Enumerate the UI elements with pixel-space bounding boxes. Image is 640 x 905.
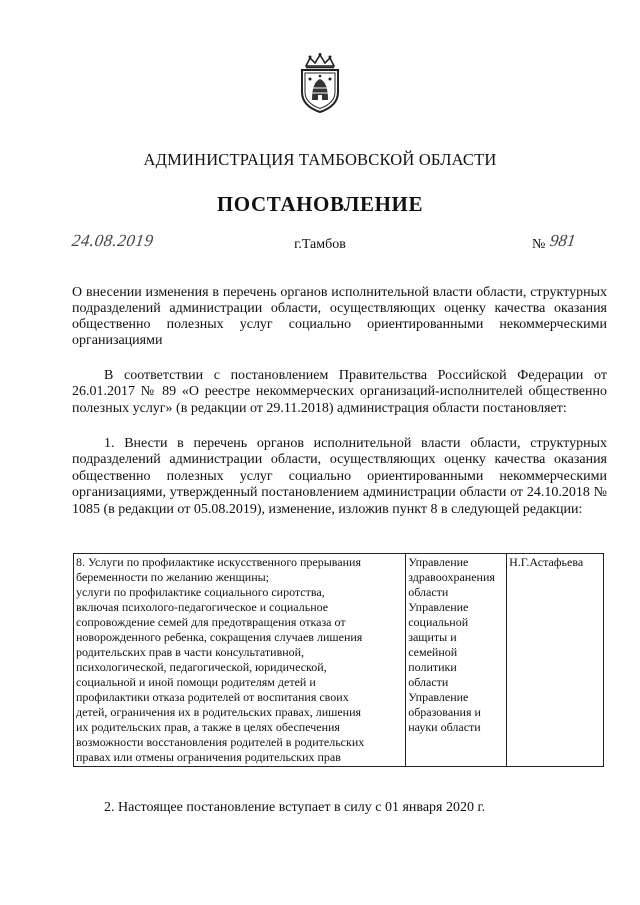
document-number: 981 [548, 231, 577, 250]
agency-line: области [408, 585, 449, 599]
agency-line: Управление [408, 600, 469, 614]
agencies-cell [406, 554, 507, 767]
document-number-label: № [532, 237, 546, 252]
coat-of-arms-icon [296, 52, 344, 114]
agency-line: Управление [408, 555, 469, 569]
services-line: услуги по профилактике социального сиротства, [76, 585, 325, 599]
services-line: психологической, педагогической, юридической, [76, 660, 327, 674]
agency-line: семейной [408, 645, 458, 659]
agency-line: политики [408, 660, 457, 674]
services-line: их родительских прав, а также в целях обеспечения [76, 720, 340, 734]
services-line: профилактики отказа родителей от воспитания своих [76, 690, 349, 704]
responsible-cell [507, 554, 604, 767]
responsible-person: Н.Г.Астафьева [509, 555, 584, 569]
agency-line: здравоохранения [408, 570, 495, 584]
agency-line: области [408, 675, 449, 689]
services-line: родительских прав в части консультативной, [76, 645, 305, 659]
amendment-paragraph: 1. Внести в перечень органов исполнительной власти области, структурных подразделений администрации области, осуществляющих оценку качества оказания общественно полезных услуг социально ориентированными некоммерческими организациями, утвержденный постановлением администрации области от 24.10.2018 № 1085 (в редакции от 05.08.2019), изменение, изложив пункт 8 в следующей редакции: [72, 436, 607, 517]
effective-date-paragraph: 2. Настоящее постановление вступает в силу с 01 января 2020 г. [104, 800, 486, 815]
services-line: сопровождение семей для предотвращения отказа от [76, 615, 346, 629]
document-subject: О внесении изменения в перечень органов исполнительной власти области, структурных подразделений администрации области, осуществляющих оценку качества оказания общественно полезных услуг социально ориентированными некоммерческими организациями [72, 285, 607, 348]
services-line: правах или отмены ограничения родительских прав [76, 750, 341, 764]
services-line: 8. Услуги по профилактике искусственного прерывания [76, 555, 361, 569]
preamble-paragraph: В соответствии с постановлением Правительства Российской Федерации от 26.01.2017 № 89 «О реестре некоммерческих организаций-исполнителей общественно полезных услуг» (в редакции от 29.11.2018) администрация области постановляет: [72, 368, 607, 416]
services-line: возможности восстановления родителей в родительских [76, 735, 365, 749]
services-cell [74, 554, 406, 767]
services-line: включая психолого-педагогическое и социальное [76, 600, 329, 614]
agency-line: образования и [408, 705, 481, 719]
agency-line: социальной [408, 615, 469, 629]
organization-title: АДМИНИСТРАЦИЯ ТАМБОВСКОЙ ОБЛАСТИ [143, 150, 497, 169]
services-line: социальной и иной помощи родителям детей и [76, 675, 316, 689]
services-line: беременности по желанию женщины; [76, 570, 270, 584]
agency-line: Управление [408, 690, 469, 704]
document-city: г.Тамбов [294, 237, 346, 252]
document-date: 24.08.2019 [70, 231, 155, 250]
services-line: детей, ограничения их в родительских правах, лишения [76, 705, 362, 719]
services-line: новорожденного ребенка, сокращения случаев лишения [76, 630, 363, 644]
agency-line: науки области [408, 720, 481, 734]
document-type-heading: ПОСТАНОВЛЕНИЕ [216, 192, 424, 216]
amendment-table [73, 553, 604, 767]
table-row [74, 554, 604, 767]
agency-line: защиты и [408, 630, 457, 644]
